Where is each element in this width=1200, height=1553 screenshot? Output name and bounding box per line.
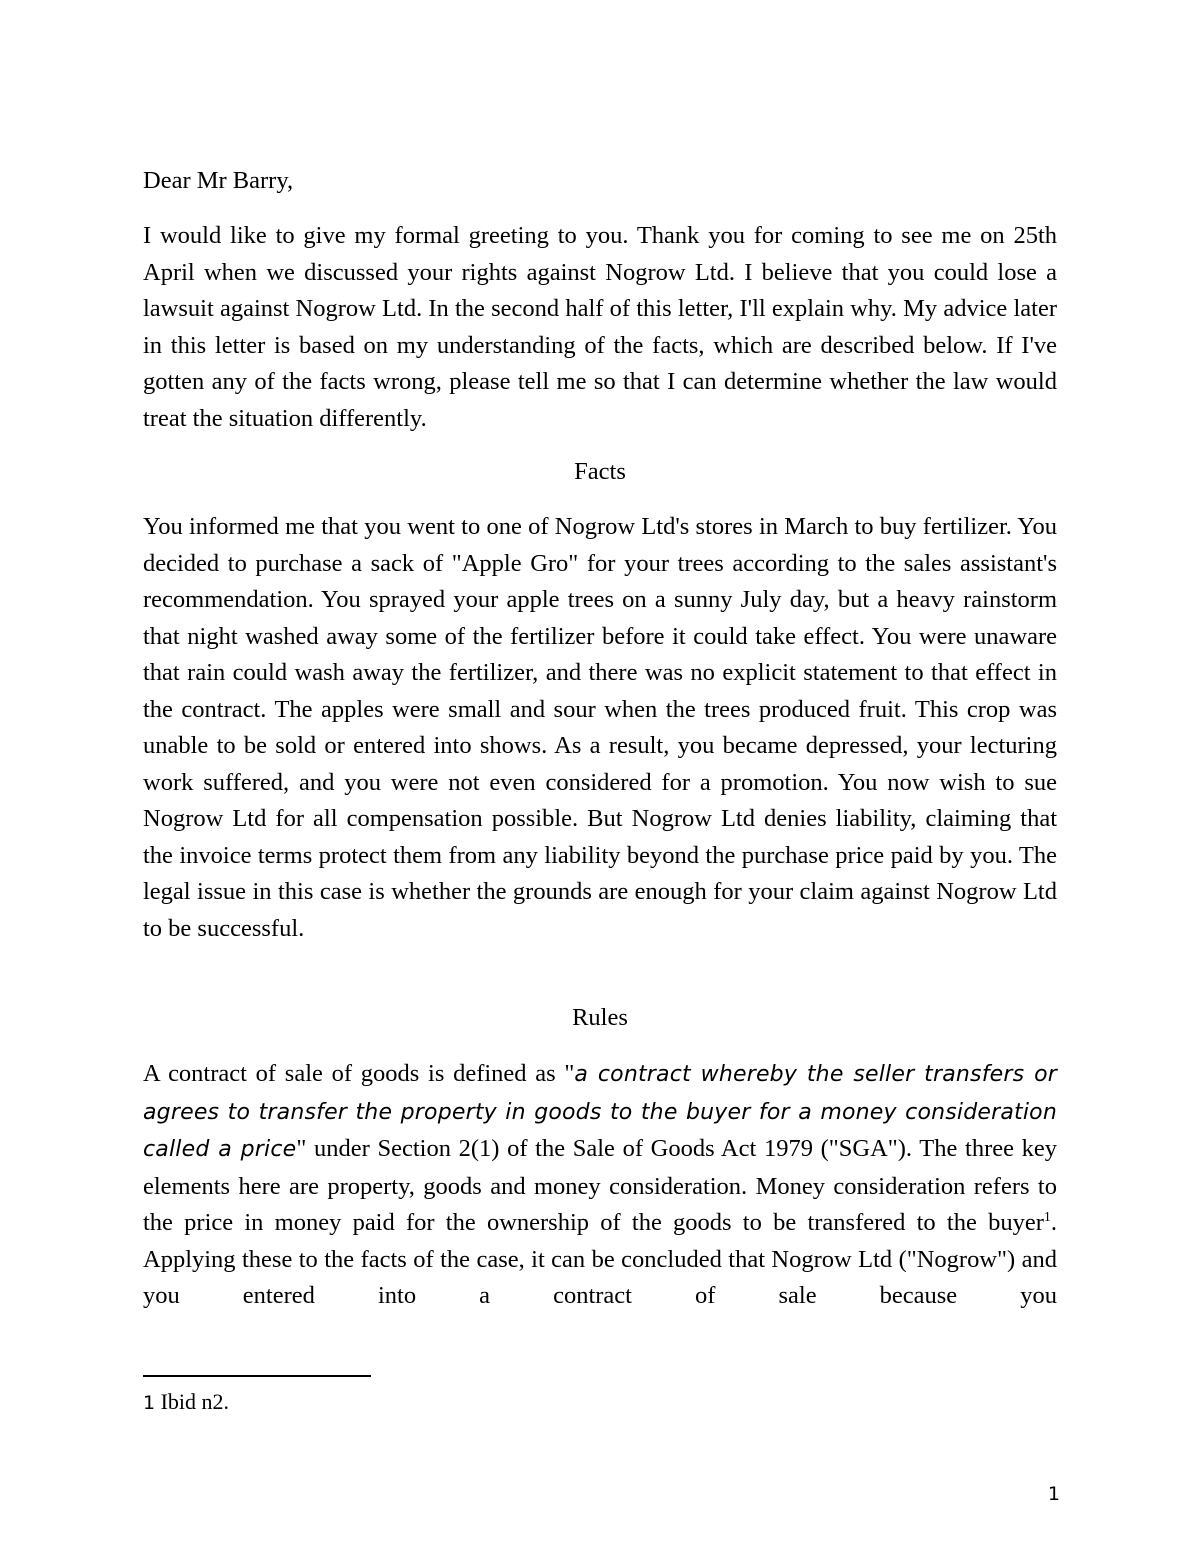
rules-text-middle: " under Section 2(1) of the Sale of Goods Act 1979 ("SGA"). The three key elements here are property, goods and money consideration. Money consideration refers to the price in money paid for the ownership of the goods to be transfered to the buyer bbox=[143, 1135, 1057, 1236]
rules-heading: Rules bbox=[572, 1004, 628, 1031]
salutation: Dear Mr Barry, bbox=[143, 167, 294, 194]
rules-text-start: A contract of sale of goods is defined as " bbox=[143, 1060, 575, 1087]
intro-paragraph: I would like to give my formal greeting to you. Thank you for coming to see me on 25th April when we discussed your rights against Nogrow Ltd. I believe that you could lose a lawsuit against Nogrow Ltd. In the second half of this letter, I'll explain why. My advice later in this letter is based on my understanding of the facts, which are described below. If I've gotten any of the facts wrong, please tell me so that I can determine whether the law would treat the situation differently. bbox=[143, 222, 1057, 432]
footnote-separator bbox=[143, 1375, 371, 1377]
statutory-quote: a contract whereby the seller transfers or agrees to transfer the property in goods to the buyer for a money consideration called a price bbox=[143, 1062, 1057, 1162]
footnote bbox=[143, 1388, 229, 1417]
footnote-number: 1 bbox=[143, 1392, 156, 1414]
rules-paragraph bbox=[143, 1056, 1057, 1315]
rules-text-end: . Applying these to the facts of the case, it can be concluded that Nogrow Ltd ("Nogrow") and you entered into a contract of sale because you bbox=[143, 1209, 1057, 1309]
facts-heading: Facts bbox=[574, 458, 626, 485]
footnote-text: Ibid n2. bbox=[160, 1389, 230, 1414]
footnote-reference: 1 bbox=[1043, 1209, 1051, 1225]
facts-paragraph: You informed me that you went to one of Nogrow Ltd's stores in March to buy fertilizer. You decided to purchase a sack of "Apple Gro" for your trees according to the sales assistant's recommendation. You sprayed your apple trees on a sunny July day, but a heavy rainstorm that night washed away some of the fertilizer before it could take effect. You were unaware that rain could wash away the fertilizer, and there was no explicit statement to that effect in the contract. The apples were small and sour when the trees produced fruit. This crop was unable to be sold or entered into shows. As a result, you became depressed, your lecturing work suffered, and you were not even considered for a promotion. You now wish to sue Nogrow Ltd for all compensation possible. But Nogrow Ltd denies liability, claiming that the invoice terms protect them from any liability beyond the purchase price paid by you. The legal issue in this case is whether the grounds are enough for your claim against Nogrow Ltd to be successful. bbox=[143, 513, 1057, 942]
page-number: 1 bbox=[1047, 1483, 1060, 1505]
